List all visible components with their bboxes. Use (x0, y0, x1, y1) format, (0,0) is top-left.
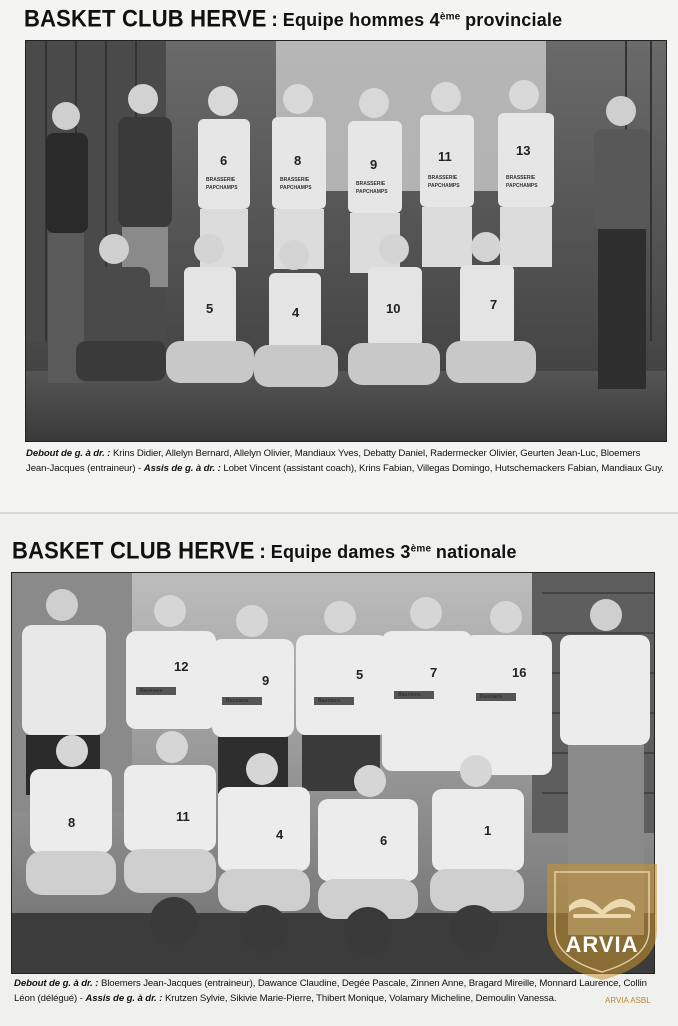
svg-text:PAPCHAMPS: PAPCHAMPS (356, 189, 388, 195)
svg-text:BRASSERIE: BRASSERIE (206, 177, 236, 183)
svg-text:BRASSERIE: BRASSERIE (356, 181, 386, 187)
men-caption-seated: Lobet Vincent (assistant coach), Krins Fabian, Villegas Domingo, Hutschemackers Fabian, Mandiaux Guy. (223, 463, 664, 474)
watermark-subtitle: ARVIA ASBL (605, 996, 651, 1005)
svg-text:PAPCHAMPS: PAPCHAMPS (506, 183, 538, 189)
svg-text:Baumans: Baumans (226, 698, 249, 704)
jersey-number: 10 (386, 301, 401, 316)
watermark-name: ARVIA (565, 932, 639, 957)
men-team-photo (25, 40, 667, 442)
men-person-standing (46, 102, 88, 383)
women-caption-standing: Bloemers Jean-Jacques (entraineur), Dawance Claudine, Degée Pascale, Zinnen Anne, Bragard Mireille, Monnard Laurence, Collin Léon (délégué) - (14, 978, 647, 1004)
shield-icon (543, 860, 661, 982)
svg-text:Baumans: Baumans (140, 688, 163, 694)
jersey-number: 4 (276, 827, 284, 842)
svg-text:BRASSERIE: BRASSERIE (506, 175, 536, 181)
jersey-number: 5 (356, 667, 364, 682)
svg-text:PAPCHAMPS: PAPCHAMPS (206, 185, 238, 191)
jersey-number: 7 (430, 665, 438, 680)
jersey-number: 11 (438, 149, 452, 164)
svg-text:PAPCHAMPS: PAPCHAMPS (280, 185, 312, 191)
jersey-number: 6 (220, 153, 228, 168)
svg-text:PAPCHAMPS: PAPCHAMPS (428, 183, 460, 189)
women-headline (12, 538, 517, 564)
jersey-number: 5 (206, 301, 214, 316)
jersey-number: 9 (370, 157, 378, 172)
men-team-sup: ème (439, 11, 461, 23)
men-caption-label-seated: Assis de g. à dr. : (143, 463, 221, 474)
jersey-number: 1 (484, 823, 492, 838)
jersey-number: 16 (512, 665, 527, 680)
jersey-number: 9 (262, 673, 270, 688)
arvia-watermark-logo (543, 860, 661, 982)
jersey-number: 8 (68, 815, 76, 830)
women-team-suffix: nationale (435, 542, 517, 562)
women-caption-label-seated: Assis de g. à dr. : (85, 993, 163, 1004)
men-caption-label-standing: Debout de g. à dr. : (26, 448, 111, 459)
women-team-prefix: Equipe dames 3 (270, 542, 411, 562)
jersey-number: 8 (294, 153, 302, 168)
women-separator: : (259, 541, 267, 563)
women-club-name: BASKET CLUB HERVE (12, 536, 255, 565)
jersey-number: 13 (516, 143, 531, 158)
jersey-number: 6 (380, 833, 388, 848)
men-caption (26, 446, 666, 476)
jersey-number: 12 (174, 659, 189, 674)
svg-text:Baumans: Baumans (480, 694, 503, 700)
men-headline (24, 6, 562, 32)
women-caption-seated: Krutzen Sylvie, Sikivie Marie-Pierre, Thibert Monique, Volamary Micheline, Demoulin Vanessa. (164, 993, 557, 1004)
men-person-standing (594, 96, 650, 389)
men-team-section (0, 0, 678, 512)
women-caption-label-standing: Debout de g. à dr. : (14, 978, 99, 989)
svg-text:Baumans: Baumans (318, 698, 341, 704)
men-club-name: BASKET CLUB HERVE (24, 4, 267, 33)
jersey-number: 11 (176, 809, 190, 824)
jersey-number: 7 (490, 297, 498, 312)
men-caption-standing: Krins Didier, Allelyn Bernard, Allelyn Olivier, Mandiaux Yves, Debatty Daniel, Radermecker Olivier, Geurten Jean-Luc, Bloemers Jean-Jacques (entraineur) - (26, 448, 641, 474)
women-team-sup: ème (410, 543, 432, 555)
men-team-suffix: provinciale (465, 10, 563, 30)
men-separator: : (271, 9, 279, 31)
men-team-prefix: Equipe hommes 4 (282, 10, 440, 30)
svg-text:BRASSERIE: BRASSERIE (428, 175, 458, 181)
svg-text:BRASSERIE: BRASSERIE (280, 177, 310, 183)
svg-text:Baumans: Baumans (398, 692, 421, 698)
jersey-number: 4 (292, 305, 300, 320)
